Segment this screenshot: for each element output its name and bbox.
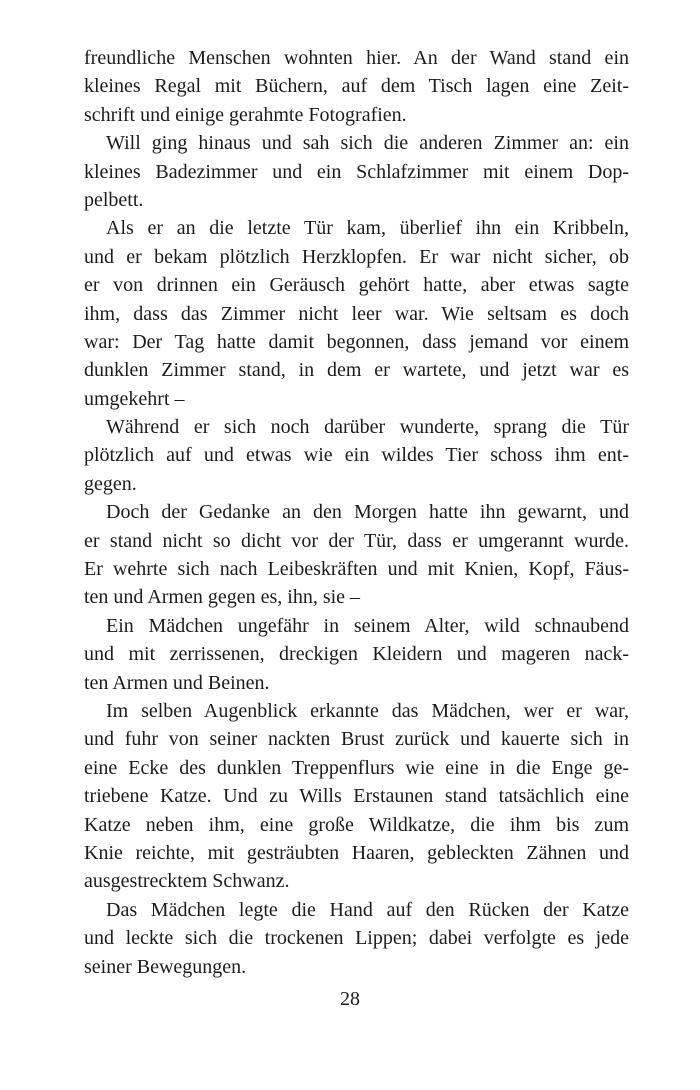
paragraph	[84, 44, 629, 129]
text-line: und er bekam plötzlich Herzklopfen. Er war nicht sicher, ob	[84, 245, 629, 268]
text-line: ausgestrecktem Schwanz.	[84, 870, 290, 893]
page-number: 28	[340, 988, 360, 1010]
text-line: er stand nicht so dicht vor der Tür, dass er umgerannt wurde.	[84, 529, 629, 552]
text-line: pelbett.	[84, 188, 144, 211]
text-line: und fuhr von seiner nackten Brust zurück und kauerte sich in	[84, 728, 629, 751]
text-line: Ein Mädchen ungefähr in seinem Alter, wild schnaubend	[106, 614, 629, 637]
text-line: Knie reichte, mit gesträubten Haaren, gebleckten Zähnen und	[84, 841, 629, 864]
text-line: war: Der Tag hatte damit begonnen, dass jemand vor einem	[84, 330, 629, 353]
text-line: Doch der Gedanke an den Morgen hatte ihn gewarnt, und	[106, 501, 629, 524]
paragraph	[84, 129, 629, 214]
text-line: Das Mädchen legte die Hand auf den Rücken der Katze	[106, 898, 629, 921]
text-line: eine Ecke des dunklen Treppenflurs wie eine in die Enge ge-	[84, 756, 629, 779]
paragraph	[84, 214, 629, 413]
paragraph	[84, 896, 629, 981]
text-line: und mit zerrissenen, dreckigen Kleidern und mageren nack-	[84, 643, 629, 666]
text-line: Als er an die letzte Tür kam, überlief ihn ein Kribbeln,	[106, 217, 629, 240]
paragraph	[84, 612, 629, 697]
text-line: plötzlich auf und etwas wie ein wildes Tier schoss ihm ent-	[84, 444, 629, 467]
text-line: freundliche Menschen wohnten hier. An der Wand stand ein	[84, 47, 629, 69]
text-line: kleines Regal mit Büchern, auf dem Tisch lagen eine Zeit-	[84, 75, 629, 98]
text-line: ten und Armen gegen es, ihn, sie –	[84, 586, 361, 609]
text-line: gegen.	[84, 472, 137, 495]
paragraph	[84, 413, 629, 498]
text-line: seiner Bewegungen.	[84, 955, 247, 978]
text-line: kleines Badezimmer und ein Schlafzimmer mit einem Dop-	[84, 160, 629, 183]
text-line: Will ging hinaus und sah sich die anderen Zimmer an: ein	[106, 132, 629, 155]
text-line: Er wehrte sich nach Leibeskräften und mit Knien, Kopf, Fäus-	[84, 558, 629, 581]
text-line: triebene Katze. Und zu Wills Erstaunen stand tatsächlich eine	[84, 785, 629, 808]
paragraph	[84, 498, 629, 612]
text-line: und leckte sich die trockenen Lippen; dabei verfolgte es jede	[84, 927, 629, 950]
text-line: Katze neben ihm, eine große Wildkatze, die ihm bis zum	[84, 813, 629, 836]
text-line: Im selben Augenblick erkannte das Mädchen, wer er war,	[106, 699, 629, 722]
paragraph	[84, 697, 629, 896]
text-line: schrift und einige gerahmte Fotografien.	[84, 103, 407, 126]
book-page-body	[84, 44, 629, 981]
text-line: er von drinnen ein Geräusch gehört hatte, aber etwas sagte	[84, 274, 629, 297]
text-line: dunklen Zimmer stand, in dem er wartete, und jetzt war es	[84, 359, 629, 382]
text-line: Während er sich noch darüber wunderte, sprang die Tür	[106, 416, 629, 439]
text-line: ihm, dass das Zimmer nicht leer war. Wie seltsam es doch	[84, 302, 629, 325]
text-line: ten Armen und Beinen.	[84, 671, 270, 694]
text-line: umgekehrt –	[84, 387, 185, 410]
